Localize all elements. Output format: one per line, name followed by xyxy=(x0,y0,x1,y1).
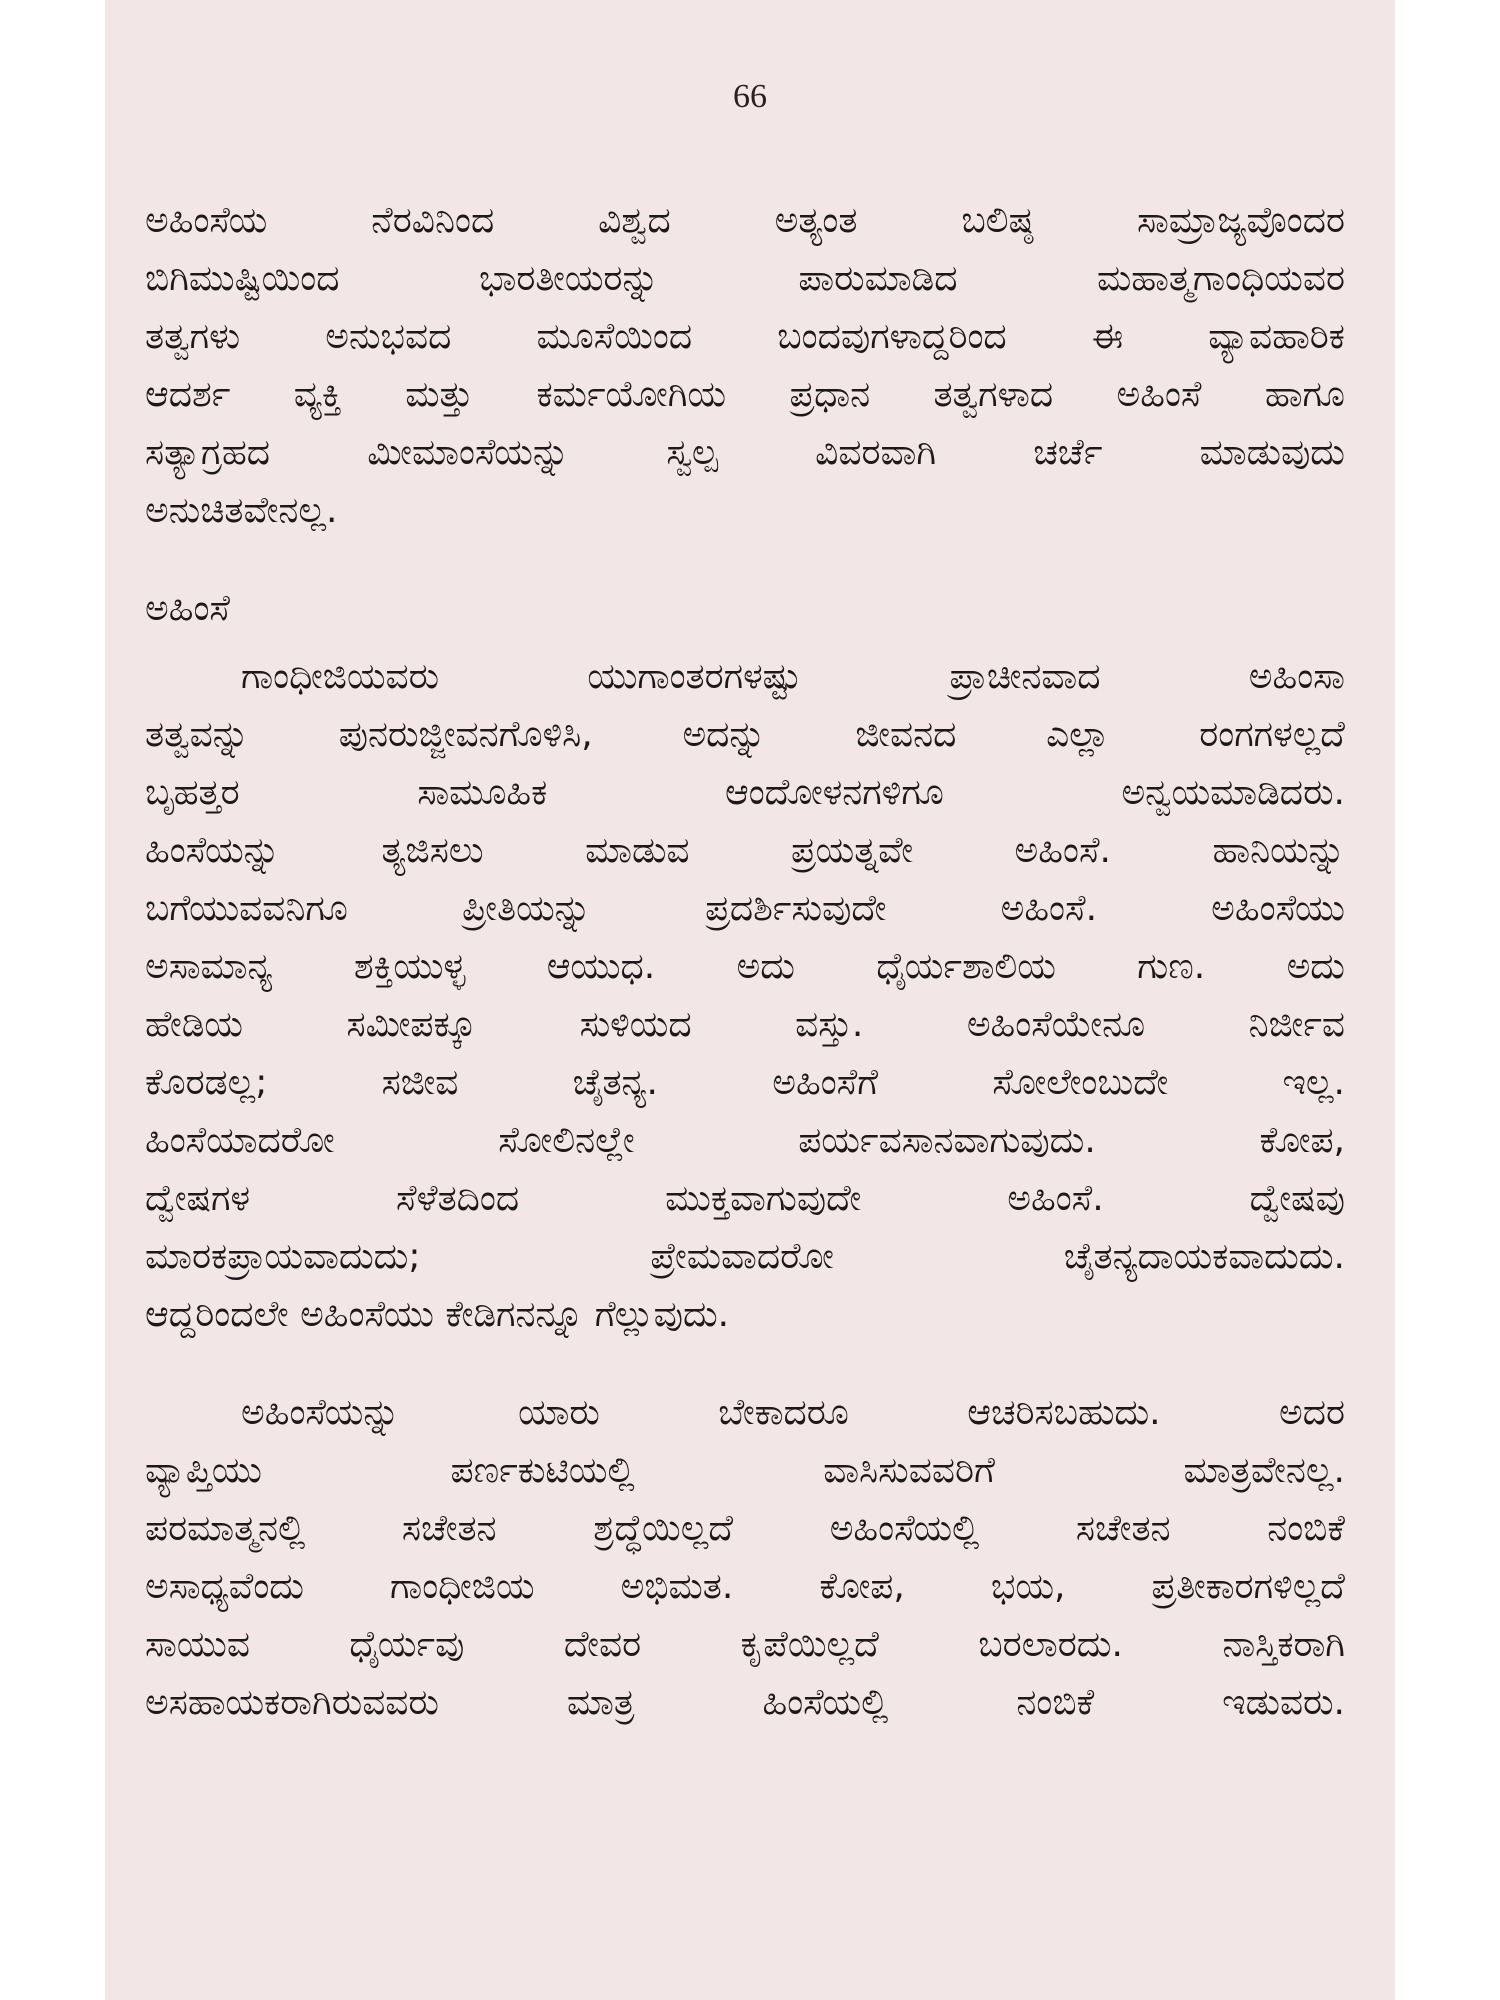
text-line: ವ್ಯಾಪ್ತಿಯು ಪರ್ಣಕುಟಿಯಲ್ಲಿ ವಾಸಿಸುವವರಿಗೆ ಮಾತ್ರವೇನಲ್ಲ. xyxy=(145,1450,1345,1491)
text-line: ಅನುಚಿತವೇನಲ್ಲ. xyxy=(145,490,338,531)
text-line: ಹಿಂಸೆಯನ್ನು ತ್ಯಜಿಸಲು ಮಾಡುವ ಪ್ರಯತ್ನವೇ ಅಹಿಂಸೆ. ಹಾನಿಯನ್ನು xyxy=(145,830,1345,871)
text-line: ಆದರ್ಶ ವ್ಯಕ್ತಿ ಮತ್ತು ಕರ್ಮಯೋಗಿಯ ಪ್ರಧಾನ ತತ್ವಗಳಾದ ಅಹಿಂಸೆ ಹಾಗೂ xyxy=(145,374,1345,415)
text-line: ಸಾಯುವ ಧೈರ್ಯವು ದೇವರ ಕೃಪೆಯಿಲ್ಲದೆ ಬರಲಾರದು. ನಾಸ್ತಿಕರಾಗಿ xyxy=(145,1624,1345,1665)
text-line: ದ್ವೇಷಗಳ ಸೆಳೆತದಿಂದ ಮುಕ್ತವಾಗುವುದೇ ಅಹಿಂಸೆ. ದ್ವೇಷವು xyxy=(145,1178,1345,1219)
book-page xyxy=(105,0,1395,2000)
text-line: ಅಸಾಮಾನ್ಯ ಶಕ್ತಿಯುಳ್ಳ ಆಯುಧ. ಅದು ಧೈರ್ಯಶಾಲಿಯ ಗುಣ. ಅದು xyxy=(145,946,1345,987)
text-line: ಬಿಗಿಮುಷ್ಟಿಯಿಂದ ಭಾರತೀಯರನ್ನು ಪಾರುಮಾಡಿದ ಮಹಾತ್ಮಗಾಂಧಿಯವರ xyxy=(145,258,1345,299)
text-line: ಅಸಾಧ್ಯವೆಂದು ಗಾಂಧೀಜಿಯ ಅಭಿಮತ. ಕೋಪ, ಭಯ, ಪ್ರತೀಕಾರಗಳಿಲ್ಲದೆ xyxy=(145,1566,1345,1607)
text-line: ಗಾಂಧೀಜಿಯವರು ಯುಗಾಂತರಗಳಷ್ಟು ಪ್ರಾಚೀನವಾದ ಅಹಿಂಸಾ xyxy=(241,656,1345,697)
text-line: ಹೇಡಿಯ ಸಮೀಪಕ್ಕೂ ಸುಳಿಯದ ವಸ್ತು. ಅಹಿಂಸೆಯೇನೂ ನಿರ್ಜೀವ xyxy=(145,1004,1345,1045)
text-line: ಅಹಿಂಸೆಯನ್ನು ಯಾರು ಬೇಕಾದರೂ ಆಚರಿಸಬಹುದು. ಅದರ xyxy=(241,1392,1345,1433)
text-line: ಅಹಿಂಸೆಯ ನೆರವಿನಿಂದ ವಿಶ್ವದ ಅತ್ಯಂತ ಬಲಿಷ್ಠ ಸಾಮ್ರಾಜ್ಯವೊಂದರ xyxy=(145,200,1345,241)
section-heading: ಅಹಿಂಸೆ xyxy=(145,588,230,629)
paragraph-3 xyxy=(145,1384,1345,1732)
text-line: ಸತ್ಯಾಗ್ರಹದ ಮೀಮಾಂಸೆಯನ್ನು ಸ್ವಲ್ಪ ವಿವರವಾಗಿ ಚರ್ಚೆ ಮಾಡುವುದು xyxy=(145,432,1345,473)
text-line: ಅಸಹಾಯಕರಾಗಿರುವವರು ಮಾತ್ರ ಹಿಂಸೆಯಲ್ಲಿ ನಂಬಿಕೆ ಇಡುವರು. xyxy=(145,1682,1345,1723)
text-line: ತತ್ವವನ್ನು ಪುನರುಜ್ಜೀವನಗೊಳಿಸಿ, ಅದನ್ನು ಜೀವನದ ಎಲ್ಲಾ ರಂಗಗಳಲ್ಲದೆ xyxy=(145,714,1345,755)
page-number: 66 xyxy=(733,78,767,115)
text-line: ಕೊರಡಲ್ಲ; ಸಜೀವ ಚೈತನ್ಯ. ಅಹಿಂಸೆಗೆ ಸೋಲೇಂಬುದೇ ಇಲ್ಲ. xyxy=(145,1062,1345,1103)
text-line: ಆದ್ದರಿಂದಲೇ ಅಹಿಂಸೆಯು ಕೇಡಿಗನನ್ನೂ ಗೆಲ್ಲುವುದು. xyxy=(145,1294,730,1335)
paragraph-1 xyxy=(145,192,1345,540)
text-line: ಮಾರಕಪ್ರಾಯವಾದುದು; ಪ್ರೇಮವಾದರೋ ಚೈತನ್ಯದಾಯಕವಾದುದು. xyxy=(145,1236,1345,1277)
text-body xyxy=(145,192,1345,1732)
text-line: ತತ್ವಗಳು ಅನುಭವದ ಮೂಸೆಯಿಂದ ಬಂದವುಗಳಾದ್ದರಿಂದ ಈ ವ್ಯಾವಹಾರಿಕ xyxy=(145,316,1345,357)
paragraph-2 xyxy=(145,648,1345,1344)
text-line: ಹಿಂಸೆಯಾದರೋ ಸೋಲಿನಲ್ಲೇ ಪರ್ಯವಸಾನವಾಗುವುದು. ಕೋಪ, xyxy=(145,1120,1345,1161)
text-line: ಬಗೆಯುವವನಿಗೂ ಪ್ರೀತಿಯನ್ನು ಪ್ರದರ್ಶಿಸುವುದೇ ಅಹಿಂಸೆ. ಅಹಿಂಸೆಯು xyxy=(145,888,1345,929)
text-line: ಪರಮಾತ್ಮನಲ್ಲಿ ಸಚೇತನ ಶ್ರದ್ಧೆಯಿಲ್ಲದೆ ಅಹಿಂಸೆಯಲ್ಲಿ ಸಚೇತನ ನಂಬಿಕೆ xyxy=(145,1508,1345,1549)
text-line: ಬೃಹತ್ತರ ಸಾಮೂಹಿಕ ಆಂದೋಳನಗಳಿಗೂ ಅನ್ವಯಮಾಡಿದರು. xyxy=(145,772,1345,813)
